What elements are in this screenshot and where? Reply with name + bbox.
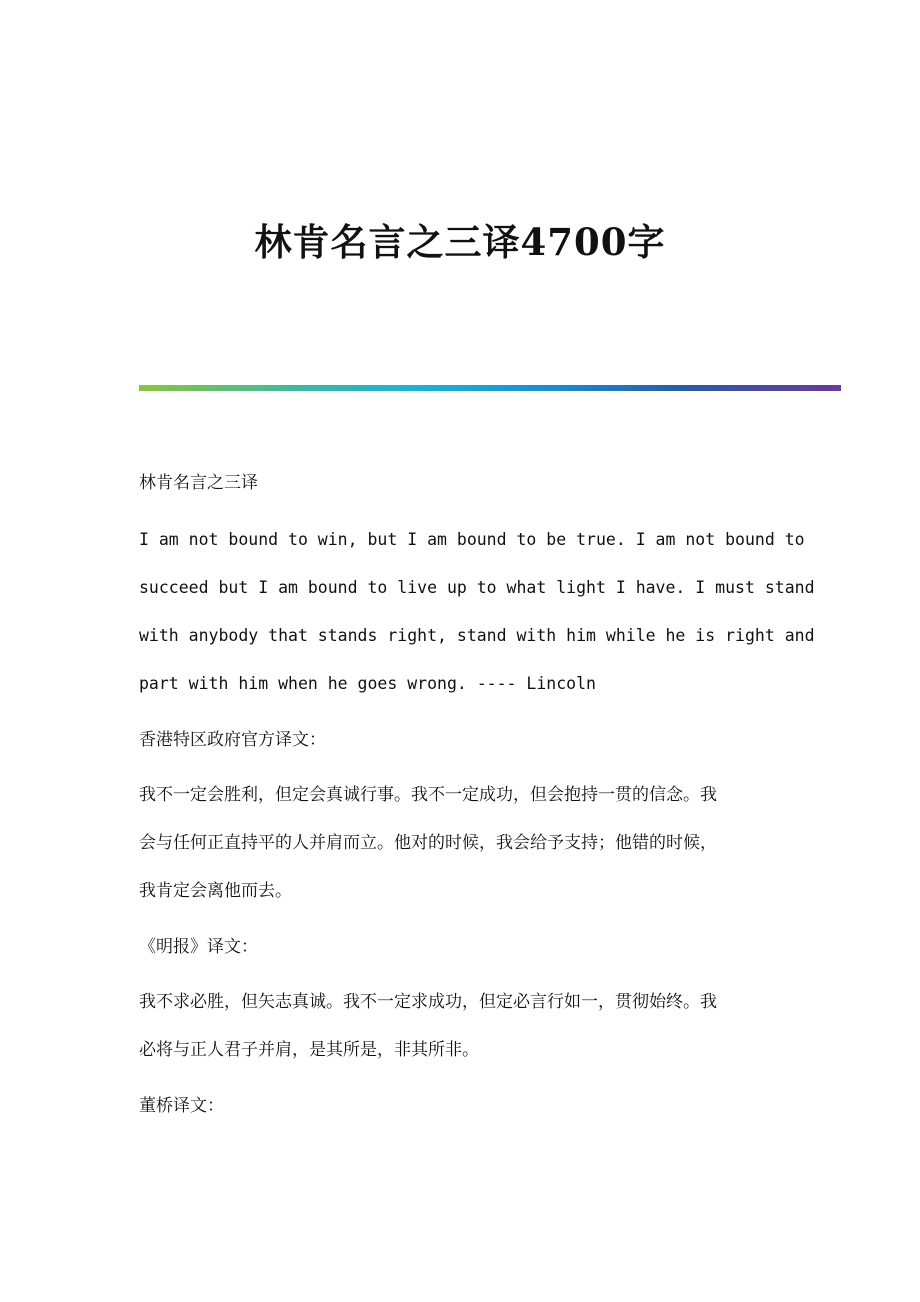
mingpao-translation-line-2: 必将与正人君子并肩，是其所是，非其所非。: [139, 1040, 479, 1060]
dongqiao-translation-heading: 董桥译文：: [139, 1096, 224, 1116]
hk-translation-line-3: 我肯定会离他而去。: [139, 881, 292, 901]
hk-translation-line-2: 会与任何正直持平的人并肩而立。他对的时候，我会给予支持；他错的时候，: [139, 833, 717, 853]
hk-translation-heading: 香港特区政府官方译文：: [139, 730, 326, 750]
quote-line-4: part with him when he goes wrong. ---- Lincoln: [139, 674, 596, 693]
quote-line-1: I am not bound to win, but I am bound to be true. I am not bound to: [139, 530, 805, 549]
mingpao-translation-heading: 《明报》译文：: [139, 937, 258, 957]
quote-line-3: with anybody that stands right, stand with him while he is right and: [139, 626, 815, 645]
gradient-divider: [139, 385, 841, 391]
page-title: 林肯名言之三译4700字: [254, 220, 666, 264]
quote-line-2: succeed but I am bound to live up to what light I have. I must stand: [139, 578, 815, 597]
hk-translation-line-1: 我不一定会胜利，但定会真诚行事。我不一定成功，但会抱持一贯的信念。我: [139, 785, 717, 805]
mingpao-translation-line-1: 我不求必胜，但矢志真诚。我不一定求成功，但定必言行如一，贯彻始终。我: [139, 992, 717, 1012]
intro-heading: 林肯名言之三译: [139, 473, 258, 493]
